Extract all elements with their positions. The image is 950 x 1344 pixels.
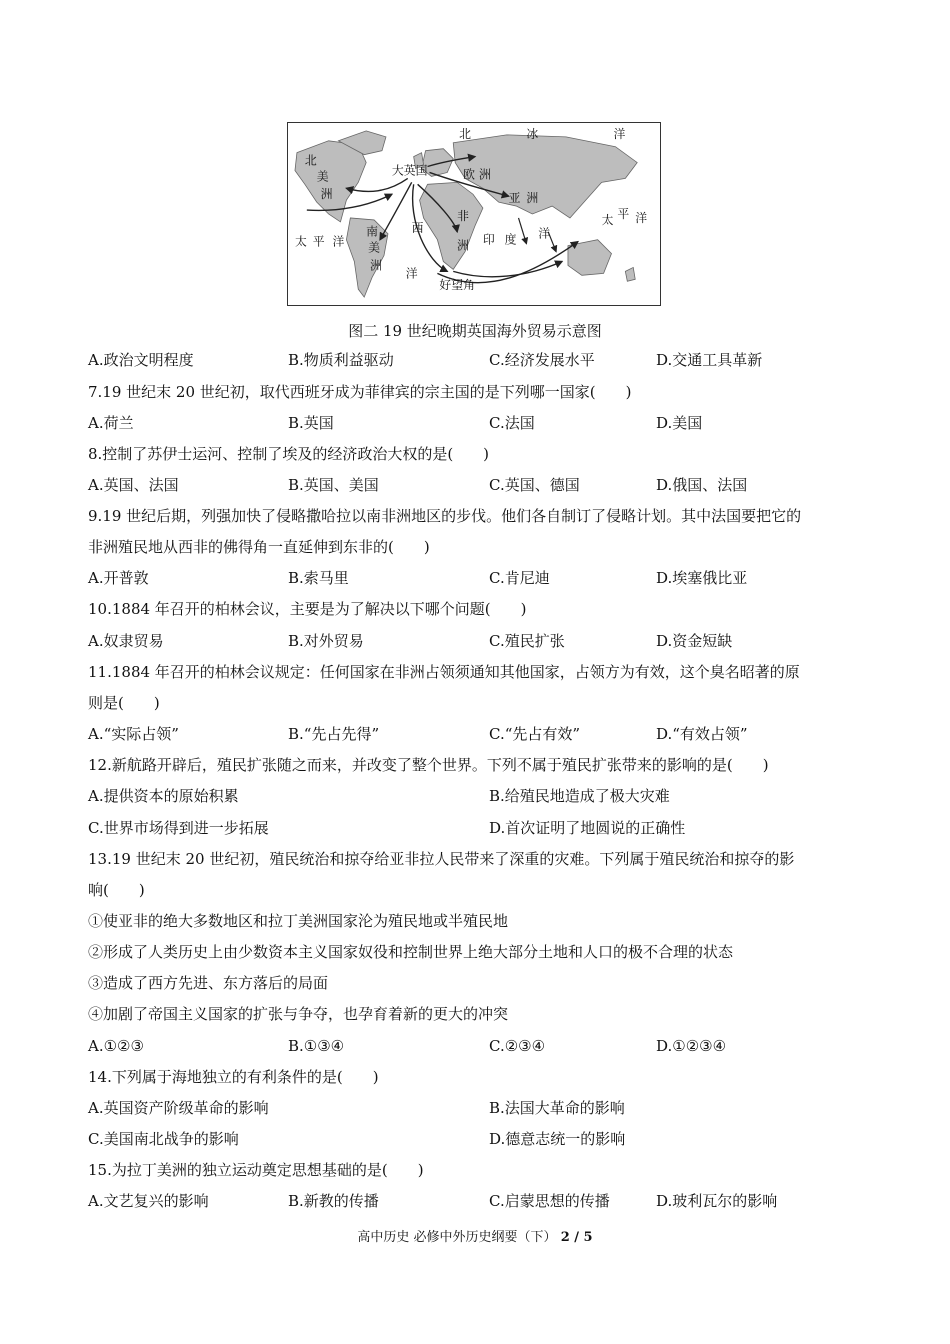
map-label-britain: 大英国 xyxy=(391,163,428,178)
q15-option-a: A.文艺复兴的影响 xyxy=(88,1192,209,1210)
map-label-ind-1: 印 xyxy=(482,232,495,247)
q8-option-a: A.英国、法国 xyxy=(88,476,179,494)
q9-option-b: B.索马里 xyxy=(288,569,349,587)
q10-option-d: D.资金短缺 xyxy=(656,632,733,650)
page-footer xyxy=(0,1226,950,1245)
map-label-ind-2: 度 xyxy=(504,232,517,247)
q9-option-d: D.埃塞俄比亚 xyxy=(656,569,748,587)
q15-option-b: B.新教的传播 xyxy=(288,1192,379,1210)
map-label-pac-e-1: 太 xyxy=(601,212,614,227)
q13-item-2: ②形成了人类历史上由少数资本主义国家奴役和控制世界上绝大部分土地和人口的极不合理的状态 xyxy=(88,943,734,961)
map-label-af-1: 非 xyxy=(457,208,470,223)
q13-option-a: A.①②③ xyxy=(88,1037,144,1055)
map-label-pac-e-2: 平 xyxy=(617,206,630,221)
q6-option-d: D.交通工具革新 xyxy=(656,351,763,369)
q12-stem: 12.新航路开辟后，殖民扩张随之而来，并改变了整个世界。下列不属于殖民扩张带来的影响的是( ) xyxy=(88,756,769,774)
q13-item-3: ③造成了西方先进、东方落后的局面 xyxy=(88,974,329,992)
map-label-af-2: 洲 xyxy=(457,238,470,253)
map-label-xi: 西 xyxy=(411,220,424,235)
map-label-eu-1: 欧 xyxy=(463,167,475,182)
map-label-yang: 洋 xyxy=(613,126,626,141)
q14-option-a: A.英国资产阶级革命的影响 xyxy=(88,1099,269,1117)
q7-stem: 7.19 世纪末 20 世纪初，取代西班牙成为菲律宾的宗主国的是下列哪一国家( ) xyxy=(88,383,632,401)
map-label-pac-w-1: 太 xyxy=(294,234,307,249)
q14-option-b: B.法国大革命的影响 xyxy=(489,1099,625,1117)
map-label-na-2: 美 xyxy=(316,169,329,184)
q10-option-c: C.殖民扩张 xyxy=(489,632,565,650)
footer-text: 高中历史 必修中外历史纲要（下） xyxy=(357,1230,557,1245)
world-map-image xyxy=(288,123,660,305)
q11-option-c: C.“先占有效” xyxy=(489,725,581,743)
trade-map xyxy=(287,122,661,306)
q7-option-d: D.美国 xyxy=(656,414,703,432)
map-label-sa-3: 洲 xyxy=(370,258,383,273)
q13-stem-line1: 13.19 世纪末 20 世纪初，殖民统治和掠夺给亚非拉人民带来了深重的灾难。下列属于殖民统治和掠夺的影 xyxy=(88,850,795,868)
map-label-bing: 冰 xyxy=(526,126,539,141)
map-label-na-1: 北 xyxy=(304,153,317,168)
q12-option-a: A.提供资本的原始积累 xyxy=(88,787,239,805)
q14-option-c: C.美国南北战争的影响 xyxy=(88,1130,239,1148)
q12-option-b: B.给殖民地造成了极大灾难 xyxy=(489,787,670,805)
q9-stem-line2: 非洲殖民地从西非的佛得角一直延伸到东非的( ) xyxy=(88,538,430,556)
q13-option-c: C.②③④ xyxy=(489,1037,546,1055)
q11-option-d: D.“有效占领” xyxy=(656,725,748,743)
map-label-bei: 北 xyxy=(459,126,472,141)
q13-option-d: D.①②③④ xyxy=(656,1037,727,1055)
page-number: 2 / 5 xyxy=(560,1230,593,1245)
q9-stem-line1: 9.19 世纪后期，列强加快了侵略撒哈拉以南非洲地区的步伐。他们各自制订了侵略计划。其中法国要把它的 xyxy=(88,507,802,525)
map-label-pac-w-3: 洋 xyxy=(332,234,345,249)
q6-option-c: C.经济发展水平 xyxy=(489,351,595,369)
q8-option-d: D.俄国、法国 xyxy=(656,476,748,494)
map-label-pac-e-3: 洋 xyxy=(635,210,648,225)
map-label-asia-2: 洲 xyxy=(526,191,539,206)
q7-option-c: C.法国 xyxy=(489,414,535,432)
q11-option-b: B.“先占先得” xyxy=(288,725,380,743)
q7-option-b: B.英国 xyxy=(288,414,334,432)
q15-option-d: D.玻利瓦尔的影响 xyxy=(656,1192,778,1210)
q13-option-b: B.①③④ xyxy=(288,1037,345,1055)
q7-option-a: A.荷兰 xyxy=(88,414,134,432)
q13-item-1: ①使亚非的绝大多数地区和拉丁美洲国家沦为殖民地或半殖民地 xyxy=(88,912,509,930)
map-label-eu-2: 洲 xyxy=(478,167,491,182)
q11-stem-line1: 11.1884 年召开的柏林会议规定：任何国家在非洲占领须通知其他国家，占领方为有效，这个臭名昭著的原 xyxy=(88,663,800,681)
q13-item-4: ④加剧了帝国主义国家的扩张与争夺，也孕育着新的更大的冲突 xyxy=(88,1005,509,1023)
q9-option-a: A.开普敦 xyxy=(88,569,149,587)
q12-option-c: C.世界市场得到进一步拓展 xyxy=(88,819,269,837)
map-label-sa-1: 南 xyxy=(366,224,379,239)
figure-caption: 图二 19 世纪晚期英国海外贸易示意图 xyxy=(348,322,602,340)
q9-option-c: C.肯尼迪 xyxy=(489,569,550,587)
map-label-sa-2: 美 xyxy=(368,240,381,255)
q11-option-a: A.“实际占领” xyxy=(88,725,179,743)
q6-option-a: A.政治文明程度 xyxy=(88,351,194,369)
map-label-ind-3: 洋 xyxy=(538,226,551,241)
map-label-asia-1: 亚 xyxy=(508,191,521,206)
map-label-na-3: 洲 xyxy=(320,187,333,202)
q8-option-c: C.英国、德国 xyxy=(489,476,580,494)
q10-option-a: A.奴隶贸易 xyxy=(88,632,164,650)
q15-option-c: C.启蒙思想的传播 xyxy=(489,1192,610,1210)
map-label-cape: 好望角 xyxy=(439,278,475,293)
q8-option-b: B.英国、美国 xyxy=(288,476,379,494)
q12-option-d: D.首次证明了地圆说的正确性 xyxy=(489,819,686,837)
map-label-atl-yang: 洋 xyxy=(405,266,418,281)
q8-stem: 8.控制了苏伊士运河、控制了埃及的经济政治大权的是( ) xyxy=(88,445,490,463)
q10-option-b: B.对外贸易 xyxy=(288,632,364,650)
q6-option-b: B.物质利益驱动 xyxy=(288,351,394,369)
map-label-pac-w-2: 平 xyxy=(312,234,325,249)
q10-stem: 10.1884 年召开的柏林会议，主要是为了解决以下哪个问题( ) xyxy=(88,600,527,618)
q11-stem-line2: 则是( ) xyxy=(88,694,160,712)
q15-stem: 15.为拉丁美洲的独立运动奠定思想基础的是( ) xyxy=(88,1161,424,1179)
q14-option-d: D.德意志统一的影响 xyxy=(489,1130,626,1148)
q13-stem-line2: 响( ) xyxy=(88,881,145,899)
q14-stem: 14.下列属于海地独立的有利条件的是( ) xyxy=(88,1068,379,1086)
